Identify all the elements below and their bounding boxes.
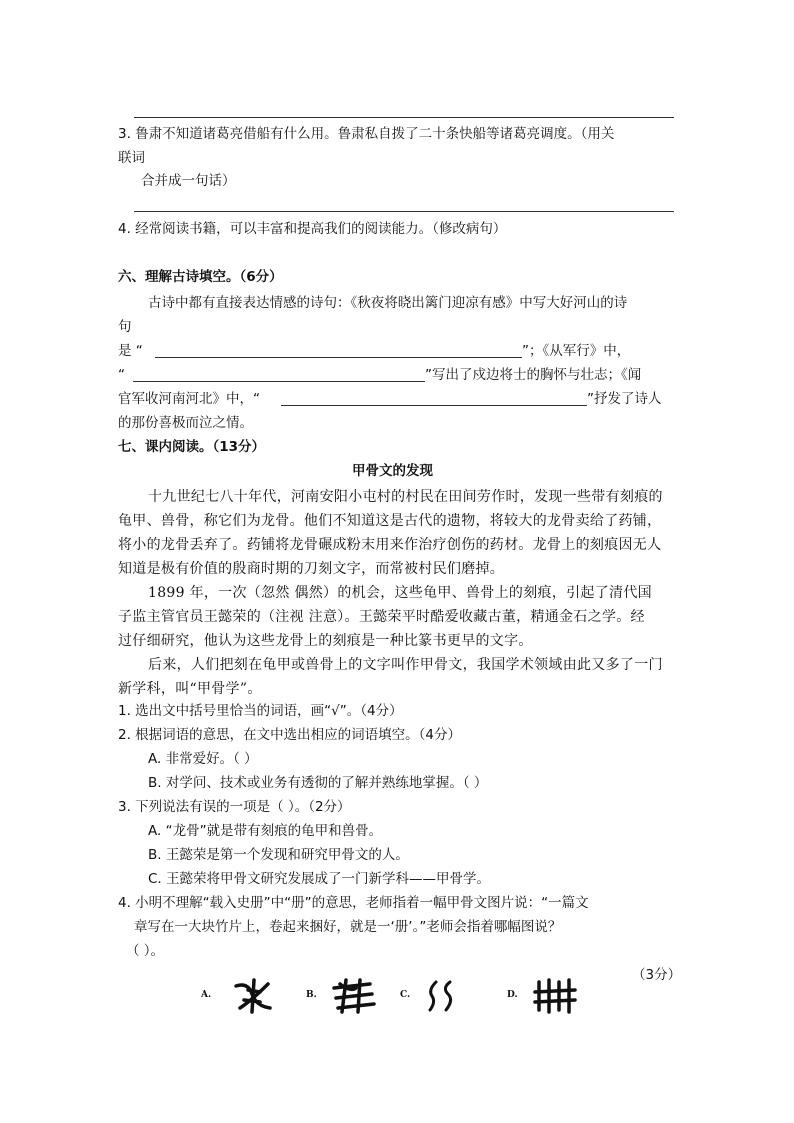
sec7-q4-line-2: 章写在一大块竹片上，卷起来捆好，就是一‘册’。”老师会指着哪幅图说？ [134, 919, 562, 935]
sec7-q4-line-1: 4. 小明不理解“载入史册”中“册”的意思，老师指着一幅甲骨文图片说：“一篇文 [118, 895, 589, 911]
q3-line-1: 3. 鲁肃不知道诸葛亮借船有什么用。鲁肃私自拨了二十条快船等诸葛亮调度。（用关 [118, 126, 615, 142]
oracle-glyph-b-icon[interactable] [330, 978, 378, 1014]
poem-blank-3[interactable] [281, 405, 587, 406]
option-d-label[interactable]: D. [507, 990, 518, 1000]
sec7-q3: 3. 下列说法有误的一项是（ ）。（2分） [118, 799, 351, 815]
sec6-line-4a: “ [118, 367, 125, 383]
sec7-q2-option-b[interactable]: B. 对学问、技术或业务有透彻的了解并熟练地掌握。（ ） [148, 775, 488, 791]
passage-p3-line-2: 新学科，叫“甲骨学”。 [118, 681, 262, 697]
sec6-line-3a: 是 “ [118, 343, 143, 359]
sec7-q2-option-a[interactable]: A. 非常爱好。（ ） [148, 751, 258, 767]
passage-p1-line-4: 知道是极有价值的殷商时期的刀刻文字，而常被村民们磨掉。 [118, 561, 505, 577]
q3-line-2: 联词 [118, 150, 145, 166]
answer-line-1[interactable] [134, 117, 674, 118]
sec7-q4-line-3: （ ）。 [126, 943, 165, 959]
option-c-label[interactable]: C. [400, 990, 411, 1000]
passage-p1-line-3: 将小的龙骨丢弃了。药铺将龙骨碾成粉末用来作治疗创伤的药材。龙骨上的刻痕因无人 [118, 537, 662, 553]
sec6-line-2: 句 [118, 319, 132, 335]
passage-p2-line-1: 1899 年，一次（忽然 偶然）的机会，这些龟甲、兽骨上的刻痕，引起了清代国 [148, 585, 652, 601]
answer-line-2[interactable] [134, 211, 674, 212]
option-a-label[interactable]: A. [201, 990, 212, 1000]
sec7-q1: 1. 选出文中括号里恰当的词语，画“√”。（4分） [118, 703, 403, 719]
sec7-q3-option-b[interactable]: B. 王懿荣是第一个发现和研究甲骨文的人。 [148, 847, 409, 863]
passage-title: 甲骨文的发现 [352, 463, 433, 479]
sec7-q4-score: （3分） [632, 967, 682, 983]
poem-blank-1[interactable] [155, 357, 522, 358]
oracle-glyph-c-icon[interactable] [424, 978, 460, 1014]
sec6-line-6: 的那份喜极而泣之情。 [118, 415, 253, 431]
sec7-q3-option-a[interactable]: A. “龙骨”就是带有刻痕的龟甲和兽骨。 [148, 823, 383, 839]
q4-line-1: 4. 经常阅读书籍，可以丰富和提高我们的阅读能力。（修改病句） [118, 221, 507, 237]
section-7-heading: 七、课内阅读。（13分） [118, 439, 266, 455]
sec6-line-5a: 官军收河南河北》中，“ [118, 391, 260, 407]
sec7-q2: 2. 根据词语的意思，在文中选出相应的词语填空。（4分） [118, 727, 462, 743]
sec6-line-5b: ”抒发了诗人 [587, 391, 662, 407]
sec6-line-3b: ”；《从军行》中， [522, 343, 631, 359]
sec6-line-4b: ”写出了戍边将士的胸怀与壮志；《闻 [425, 367, 642, 383]
oracle-glyph-a-icon[interactable] [230, 978, 276, 1014]
passage-p2-line-3: 过仔细研究，他认为这些龙骨上的刻痕是一种比篆书更早的文字。 [118, 633, 533, 649]
passage-p3-line-1: 后来，人们把刻在龟甲或兽骨上的文字叫作甲骨文，我国学术领域由此又多了一门 [148, 657, 663, 673]
section-6-heading: 六、理解古诗填空。（6分） [118, 269, 283, 285]
passage-p1-line-2: 龟甲、兽骨，称它们为龙骨。他们不知道这是古代的遗物，将较大的龙骨卖给了药铺， [118, 513, 662, 529]
poem-blank-2[interactable] [133, 381, 425, 382]
passage-p1-line-1: 十九世纪七八十年代，河南安阳小屯村的村民在田间劳作时，发现一些带有刻痕的 [148, 489, 663, 505]
option-b-label[interactable]: B. [306, 990, 317, 1000]
sec7-q3-option-c[interactable]: C. 王懿荣将甲骨文研究发展成了一门新学科——甲骨学。 [148, 871, 491, 887]
passage-p2-line-2: 子监主管官员王懿荣的（注视 注意）。王懿荣平时酷爱收藏古董，精通金石之学。经 [118, 609, 645, 625]
q3-line-3: 合并成一句话） [141, 173, 236, 189]
sec6-line-1: 古诗中都有直接表达情感的诗句：《秋夜将晓出篱门迎凉有感》中写大好河山的诗 [148, 295, 628, 311]
oracle-glyph-d-icon[interactable] [533, 978, 579, 1014]
